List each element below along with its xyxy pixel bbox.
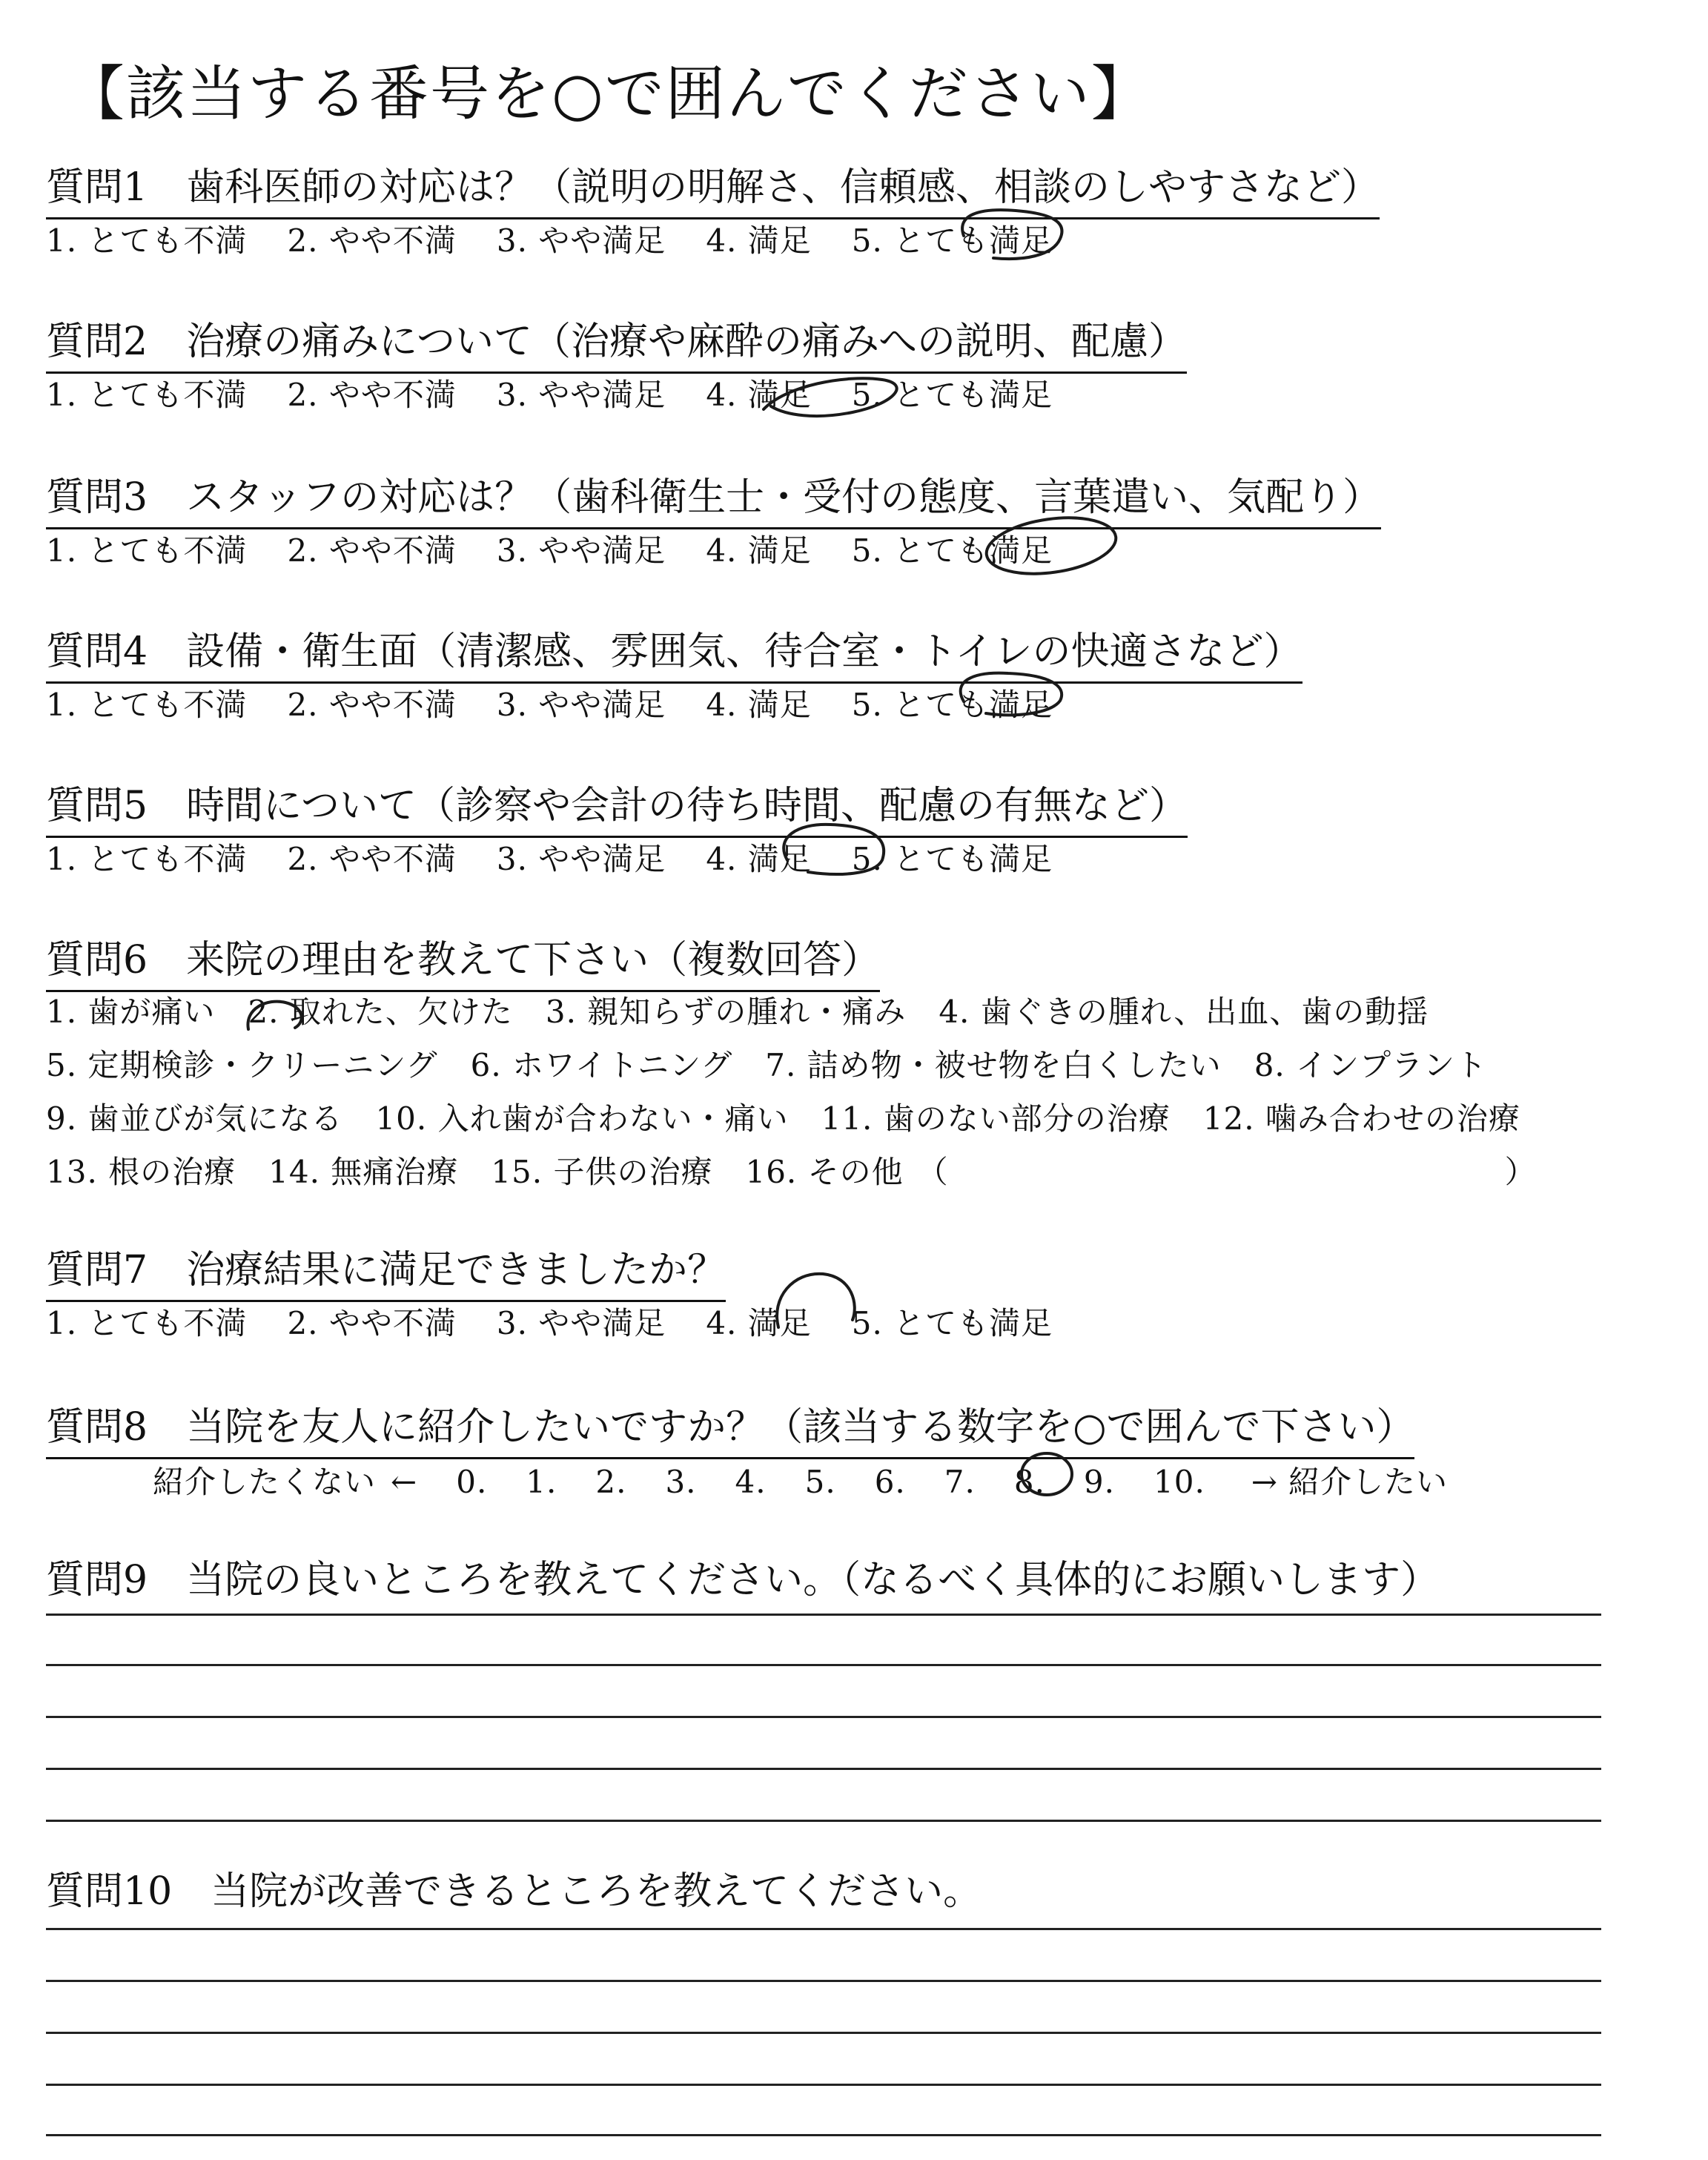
- q7-option-3[interactable]: 3. やや満足: [496, 1305, 666, 1341]
- question-10-title: 質問10 当院が改善できるところを教えてください。: [46, 1869, 982, 1914]
- q5-option-5[interactable]: 5. とても満足: [851, 841, 1053, 877]
- q6-row-4: [46, 1148, 1537, 1192]
- question-9-title: 質問9 当院の良いところを教えてください。（なるべく具体的にお願いします）: [46, 1558, 1440, 1602]
- q6-option-10[interactable]: 10. 入れ歯が合わない・痛い: [375, 1100, 789, 1137]
- question-2-options: [46, 371, 1053, 415]
- q1-option-3[interactable]: 3. やや満足: [496, 222, 666, 259]
- q8-option-7[interactable]: 7.: [944, 1464, 976, 1500]
- q8-option-3[interactable]: 3.: [665, 1464, 697, 1500]
- q6-option-4[interactable]: 4. 歯ぐきの腫れ、出血、歯の動揺: [939, 994, 1429, 1030]
- q8-option-6[interactable]: 6.: [874, 1464, 906, 1500]
- q8-option-8[interactable]: 8.: [1013, 1464, 1045, 1500]
- q8-option-2[interactable]: 2.: [595, 1464, 627, 1500]
- q2-option-2[interactable]: 2. やや不満: [287, 377, 457, 413]
- question-1-options: [46, 217, 1053, 261]
- q9-answer-line-5[interactable]: [46, 1820, 1601, 1822]
- q6-option-7[interactable]: 7. 詰め物・被せ物を白くしたい: [765, 1047, 1222, 1083]
- q5-option-4[interactable]: 4. 満足: [706, 841, 812, 877]
- question-8-title: 質問8 当院を友人に紹介したいですか？（該当する数字を○で囲んで下さい）: [46, 1396, 1414, 1459]
- q7-option-2[interactable]: 2. やや不満: [287, 1305, 457, 1341]
- q6-option-5[interactable]: 5. 定期検診・クリーニング: [46, 1047, 438, 1083]
- q8-right-arrow: →: [1251, 1464, 1278, 1500]
- q8-option-10[interactable]: 10.: [1153, 1464, 1205, 1500]
- q9-answer-line-3[interactable]: [46, 1716, 1601, 1718]
- q4-option-1[interactable]: 1. とても不満: [46, 687, 248, 723]
- question-4-title: 質問4 設備・衛生面（清潔感、雰囲気、待合室・トイレの快適さなど）: [46, 620, 1302, 684]
- q3-option-5[interactable]: 5. とても満足: [851, 532, 1053, 569]
- q6-option-15[interactable]: 15. 子供の治療: [491, 1154, 713, 1190]
- q2-option-4[interactable]: 4. 満足: [706, 377, 812, 413]
- q6-option-11[interactable]: 11. 歯のない部分の治療: [821, 1100, 1171, 1137]
- q8-option-0[interactable]: 0.: [456, 1464, 488, 1500]
- q9-answer-line-2[interactable]: [46, 1664, 1601, 1666]
- q6-option-13[interactable]: 13. 根の治療: [46, 1154, 236, 1190]
- q6-option-8[interactable]: 8. インプラント: [1254, 1047, 1488, 1083]
- q7-option-4[interactable]: 4. 満足: [706, 1305, 812, 1341]
- q6-option-2[interactable]: 2. 取れた、欠けた: [248, 994, 513, 1030]
- question-1-title: 質問1 歯科医師の対応は？（説明の明解さ、信頼感、相談のしやすさなど）: [46, 156, 1380, 219]
- q8-option-1[interactable]: 1.: [526, 1464, 557, 1500]
- q6-option-1[interactable]: 1. 歯が痛い: [46, 994, 216, 1030]
- question-7-options: [46, 1299, 1053, 1344]
- q6-row-2: [46, 1041, 1487, 1086]
- q6-other-open-paren: （: [916, 1154, 949, 1190]
- question-7-title: 質問7 治療結果に満足できましたか？: [46, 1238, 726, 1302]
- q8-left-arrow: ←: [391, 1464, 418, 1500]
- q8-option-9[interactable]: 9.: [1083, 1464, 1115, 1500]
- q6-option-12[interactable]: 12. 噛み合わせの治療: [1202, 1100, 1520, 1137]
- q2-option-1[interactable]: 1. とても不満: [46, 377, 248, 413]
- q2-option-3[interactable]: 3. やや満足: [496, 377, 666, 413]
- question-6-title: 質問6 来院の理由を教えて下さい（複数回答）: [46, 928, 880, 992]
- q6-option-16[interactable]: 16. その他: [745, 1154, 904, 1190]
- q10-answer-line-2[interactable]: [46, 1980, 1601, 1982]
- q10-answer-line-5[interactable]: [46, 2134, 1601, 2136]
- q8-option-4[interactable]: 4.: [735, 1464, 767, 1500]
- q10-answer-line-1[interactable]: [46, 1928, 1601, 1930]
- q2-option-5[interactable]: 5. とても満足: [851, 377, 1053, 413]
- q1-option-4[interactable]: 4. 満足: [706, 222, 812, 259]
- q1-option-5[interactable]: 5. とても満足: [851, 222, 1053, 259]
- q7-option-1[interactable]: 1. とても不満: [46, 1305, 248, 1341]
- q1-option-1[interactable]: 1. とても不満: [46, 222, 248, 259]
- q6-option-14[interactable]: 14. 無痛治療: [268, 1154, 459, 1190]
- q8-recommend-scale: [153, 1458, 1448, 1502]
- q4-option-3[interactable]: 3. やや満足: [496, 687, 666, 723]
- q7-option-5[interactable]: 5. とても満足: [851, 1305, 1053, 1341]
- q6-option-9[interactable]: 9. 歯並びが気になる: [46, 1100, 343, 1137]
- q6-option-3[interactable]: 3. 親知らずの腫れ・痛み: [545, 994, 907, 1030]
- question-5-options: [46, 835, 1053, 879]
- q9-answer-line-4[interactable]: [46, 1768, 1601, 1770]
- page-heading: 【該当する番号を○で囲んでください】: [65, 59, 1152, 128]
- q8-left-label: 紹介したくない: [153, 1464, 377, 1500]
- q10-answer-line-4[interactable]: [46, 2084, 1601, 2086]
- q6-row-3: [46, 1094, 1520, 1139]
- question-3-options: [46, 526, 1053, 571]
- q8-option-5[interactable]: 5.: [804, 1464, 836, 1500]
- q4-option-4[interactable]: 4. 満足: [706, 687, 812, 723]
- q5-option-1[interactable]: 1. とても不満: [46, 841, 248, 877]
- question-2-title: 質問2 治療の痛みについて（治療や麻酔の痛みへの説明、配慮）: [46, 310, 1187, 374]
- question-5-title: 質問5 時間について（診察や会計の待ち時間、配慮の有無など）: [46, 774, 1188, 838]
- q3-option-1[interactable]: 1. とても不満: [46, 532, 248, 569]
- question-3-title: 質問3 スタッフの対応は？（歯科衛生士・受付の態度、言葉遣い、気配り）: [46, 466, 1381, 529]
- q9-answer-line-1[interactable]: [46, 1614, 1601, 1616]
- q6-row-1: [46, 988, 1429, 1032]
- q3-option-3[interactable]: 3. やや満足: [496, 532, 666, 569]
- q6-other-close-paren: ）: [1504, 1154, 1537, 1190]
- q5-option-3[interactable]: 3. やや満足: [496, 841, 666, 877]
- q10-answer-line-3[interactable]: [46, 2032, 1601, 2034]
- q5-option-2[interactable]: 2. やや不満: [287, 841, 457, 877]
- question-4-options: [46, 681, 1053, 725]
- q4-option-5[interactable]: 5. とても満足: [851, 687, 1053, 723]
- q4-option-2[interactable]: 2. やや不満: [287, 687, 457, 723]
- q3-option-2[interactable]: 2. やや不満: [287, 532, 457, 569]
- q8-right-label: 紹介したい: [1288, 1464, 1449, 1500]
- q1-option-2[interactable]: 2. やや不満: [287, 222, 457, 259]
- q6-option-6[interactable]: 6. ホワイトニング: [470, 1047, 733, 1083]
- q3-option-4[interactable]: 4. 満足: [706, 532, 812, 569]
